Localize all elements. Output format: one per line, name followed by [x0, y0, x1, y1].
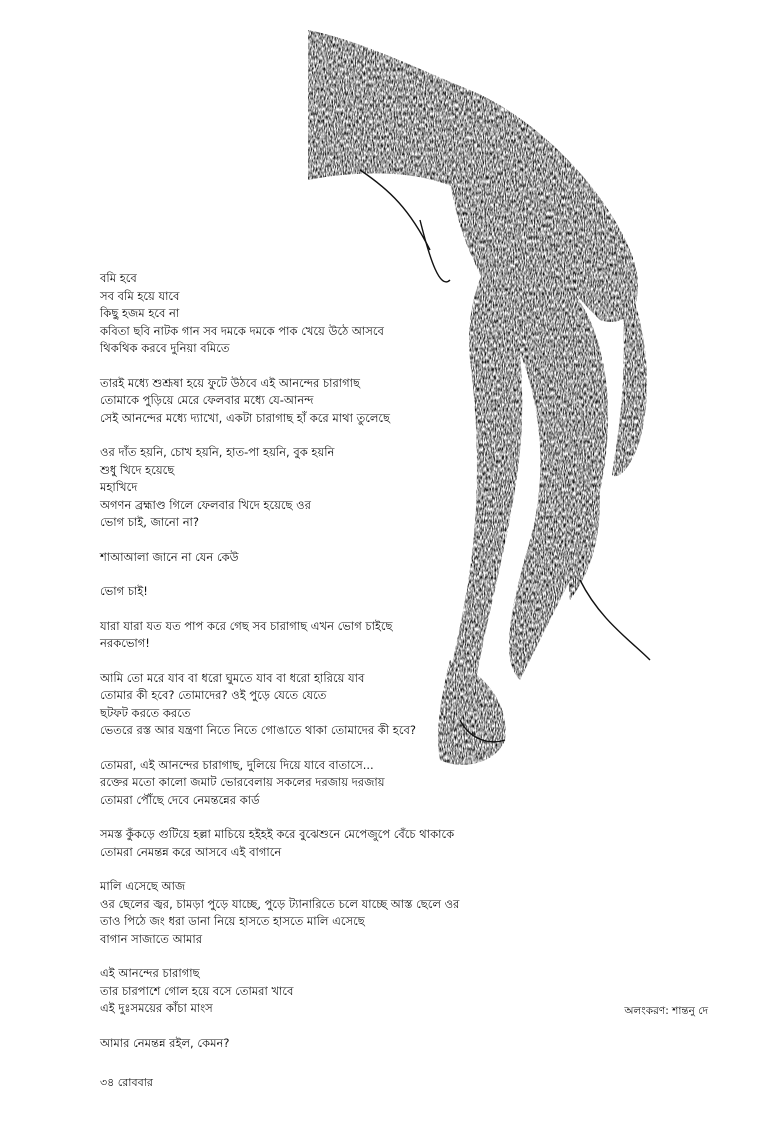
- poem-line: ভোগ চাই!: [100, 584, 148, 598]
- poem-stanza: [100, 444, 660, 532]
- poem-stanza: [100, 826, 660, 861]
- poem-line: যারা যারা যত যত পাপ করে গেছ সব চারাগাছ এখন ভোগ চাইছে: [100, 618, 393, 633]
- poem-line: তোমার কী হবে? তোমাদের? ওই পুড়ে যেতে যেতে: [100, 688, 327, 702]
- poem-line: ওর দাঁত হয়নি, চোখ হয়নি, হাত-পা হয়নি, বুক হয়নি: [100, 445, 335, 459]
- poem-line: শুধু খিদে হয়েছে: [100, 462, 175, 477]
- poem-stanza: [100, 618, 660, 653]
- poem-line: আমি তো মরে যাব বা ধরো ঘুমতে যাব বা ধরো হারিয়ে যাব: [100, 670, 365, 685]
- poem-line: মালি এসেছে আজ: [100, 879, 186, 893]
- poem-stanza: [100, 670, 660, 740]
- poem-line: সেই আনন্দের মধ্যে দ্যাখো, একটা চারাগাছ হাঁ করে মাথা তুলেছে: [100, 410, 390, 425]
- poem-stanza: [100, 375, 660, 428]
- poem-stanza: [100, 270, 660, 358]
- poem-line: আমার নেমন্তন্ন রইল, কেমন?: [100, 1035, 230, 1050]
- poem-stanza: [100, 583, 660, 601]
- poem-line: তোমরা পৌঁছে দেবে নেমন্তন্নের কার্ড: [100, 792, 260, 807]
- poem-line: ওর ছেলের জ্বর, চামড়া পুড়ে যাচ্ছে, পুড়ে ট্যানারিতে চলে যাচ্ছে আস্ত ছেলে ওর: [100, 896, 460, 911]
- poem-text: [100, 270, 660, 1069]
- poem-line: তারই মধ্যে শুশ্রূষা হয়ে ফুটে উঠবে এই আনন্দের চারাগাছ: [100, 375, 360, 390]
- poem-line: রক্তের মতো কালো জমাট ভোরবেলায় সকলের দরজায় দরজায়: [100, 775, 385, 789]
- poem-line: মহাখিদে: [100, 480, 138, 494]
- poem-line: নরকভোগ!: [100, 636, 150, 650]
- poem-stanza: [100, 965, 660, 1018]
- poem-line: অগণন ব্রহ্মাণ্ড গিলে ফেলবার খিদে হয়েছে ওর: [100, 497, 311, 512]
- poem-line: শাআআলা জানে না যেন কেউ: [100, 549, 239, 564]
- poem-line: এই দুঃসময়ের কাঁচা মাংস: [100, 1001, 213, 1015]
- poem-line: সব বমি হয়ে যাবে: [100, 288, 180, 303]
- poem-line: তোমাকে পুড়িয়ে মেরে ফেলবার মধ্যে যে-আনন্দ: [100, 393, 314, 407]
- poem-stanza: [100, 549, 660, 567]
- page-folio: ৩৪ রোববার: [100, 1076, 153, 1089]
- poem-stanza: [100, 1035, 660, 1053]
- poem-line: ভোগ চাই, জানো না?: [100, 515, 199, 529]
- poem-line: তোমরা, এই আনন্দের চারাগাছ, দুলিয়ে দিয়ে যাবে বাতাসে...: [100, 757, 374, 772]
- poem-line: বমি হবে: [100, 271, 137, 285]
- poem-line: তাও পিঠে জং ধরা ডানা নিয়ে হাসতে হাসতে মালি এসেছে: [100, 914, 365, 928]
- poem-line: কবিতা ছবি নাটক গান সব দমকে দমকে পাক খেয়ে উঠে আসবে: [100, 323, 384, 338]
- poem-line: তার চারপাশে গোল হয়ে বসে তোমরা খাবে: [100, 983, 294, 998]
- poem-line: বাগান সাজাতে আমার: [100, 931, 203, 946]
- poem-line: ভেতরে রস্ত আর যন্ত্রণা নিতে নিতে গোঙাতে থাকা তোমাদের কী হবে?: [100, 723, 416, 737]
- poem-line: ছটফট করতে করতে: [100, 705, 191, 720]
- poem-line: থিকথিক করবে দুনিয়া বমিতে: [100, 341, 230, 355]
- illustration-credit: অলংকরণ: শান্তনু দে: [624, 1005, 708, 1017]
- poem-stanza: [100, 878, 660, 948]
- poem-stanza: [100, 757, 660, 810]
- poem-line: কিছু হজম হবে না: [100, 306, 180, 320]
- poem-line: এই আনন্দের চারাগাছ: [100, 966, 200, 980]
- poem-line: সমস্ত কুঁকড়ে গুটিয়ে হল্লা মাচিয়ে হইহই করে বুঝেশুনে মেপেজুপে বেঁচে থাকাকে: [100, 827, 455, 841]
- poem-line: তোমরা নেমন্তন্ন করে আসবে এই বাগানে: [100, 844, 282, 859]
